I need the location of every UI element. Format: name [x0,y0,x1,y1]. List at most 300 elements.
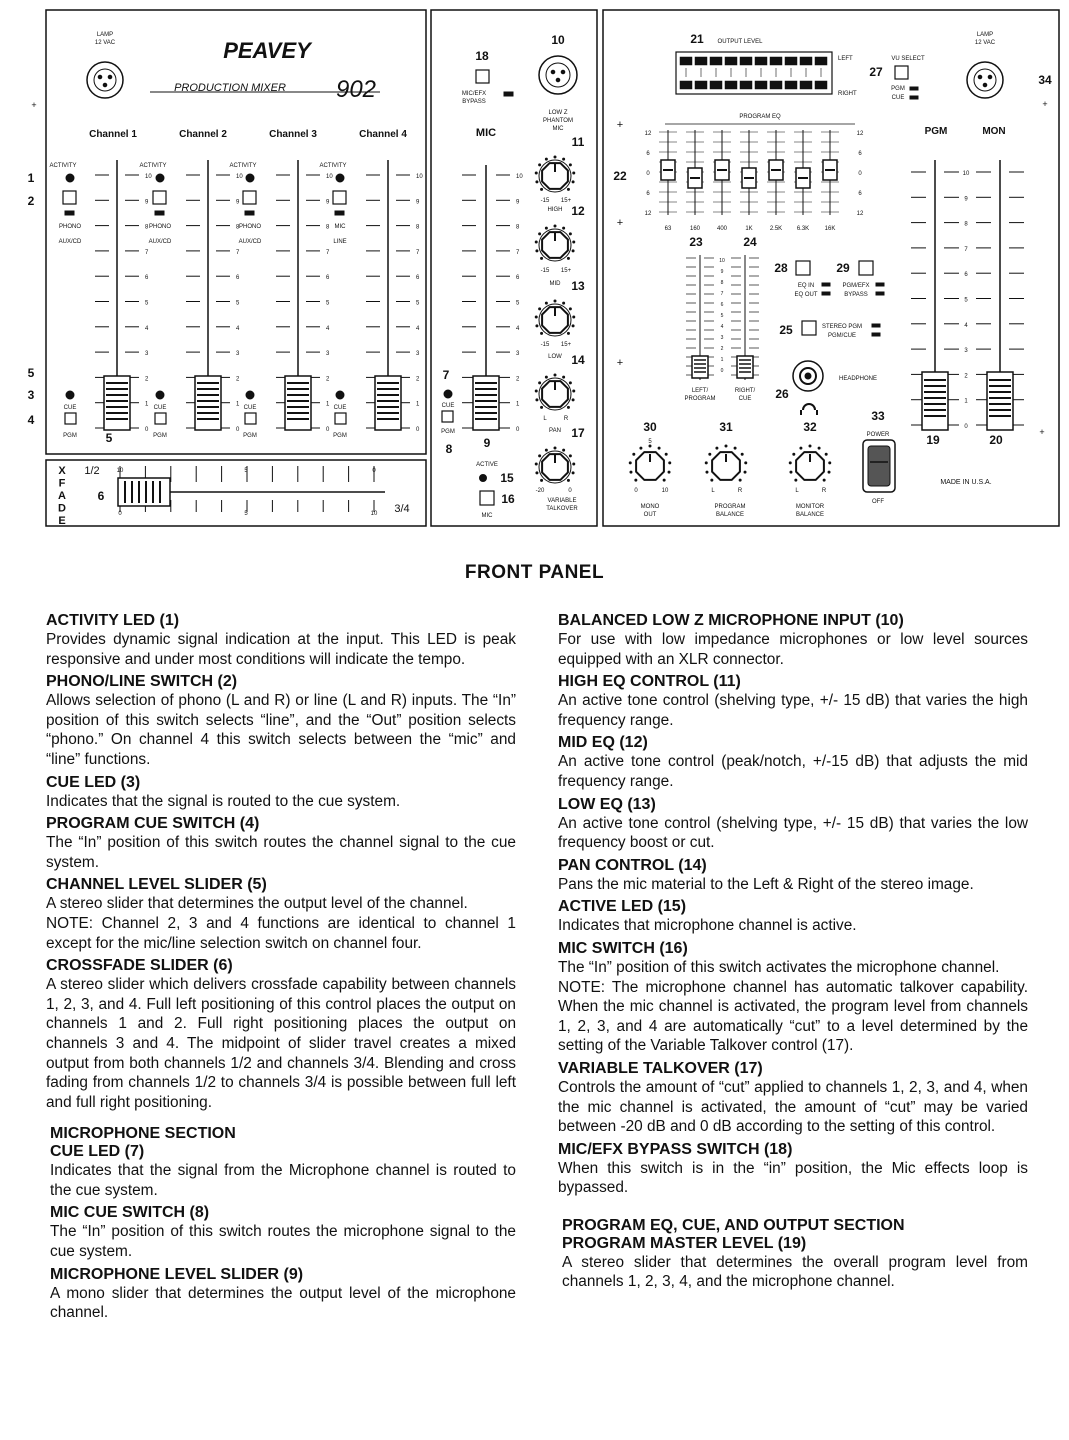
scale-number: 4 [326,325,330,332]
switch-indicator [872,333,880,336]
callout-19: 19 [926,433,940,447]
description-section [50,1204,516,1261]
knob-dot [633,453,635,455]
eq-frequency: 2.5K [769,226,783,232]
vu-cue-label: CUE [891,95,905,101]
section-heading: MIC/EFX BYPASS SWITCH (18) [558,1140,793,1158]
knob-dot [725,445,727,447]
section-heading: LOW EQ (13) [558,795,656,813]
knob-dot [665,453,667,455]
lamp-label: 12 VAC [94,40,116,46]
knob-dot [539,164,541,166]
knob-dot [573,463,575,465]
scale-number: 10 [236,174,243,180]
description-section [558,734,1028,791]
low-z-label: MIC [552,126,564,132]
talkover-range: -20 [535,488,545,494]
scale-number: 7 [720,291,724,297]
model-label: PRODUCTION MIXER [174,82,286,94]
mid-label: MID [549,281,561,287]
left-program-label: LEFT/ [691,388,709,394]
scale-number: 2 [416,376,420,383]
talkover-range: 0 [568,488,572,494]
low-z-label: PHANTOM [543,118,573,124]
pgm-label: PGM [63,433,77,439]
callout-1: 1 [27,171,35,185]
plus-mark: + [616,217,624,229]
program-cue-switch [245,413,256,424]
section-heading: MICROPHONE LEVEL SLIDER (9) [50,1265,304,1283]
knob-dot [539,382,541,384]
monitor-balance-label: BALANCE [795,512,825,518]
scale-number: 4 [516,325,520,332]
knob-range: 0 [634,488,638,494]
description-section [46,774,516,812]
knob-dot [554,374,556,376]
knob-dot [536,250,538,252]
program-balance-label: BALANCE [715,512,745,518]
knob-dot [828,471,830,473]
mic-cue-switch [442,411,453,422]
knob-dot [541,188,543,190]
knob-dot [545,302,547,304]
cue-label: CUE [441,403,455,409]
callout-31: 31 [719,420,733,434]
vu-segment [725,81,737,89]
description-section [562,1235,1028,1292]
description-section [558,1141,1028,1198]
pgm-master-label: PGM [924,126,948,137]
activity-led [336,174,344,182]
knob-dot [541,257,543,259]
activity-led [156,174,164,182]
eq-scale: 6 [858,191,862,197]
phono-label: PHONO [148,224,172,230]
stereo-pgm-label: STEREO PGM [821,324,863,330]
cue-led [336,391,344,399]
scale-number: 10 [416,174,423,180]
scale-number: 10 [962,171,970,177]
switch-indicator [910,87,918,90]
knob-dot [545,449,547,451]
channel-label: Channel 3 [269,129,317,140]
vu-segment [755,57,767,65]
bypass-label: BYPASS [462,99,486,105]
pgm-label: PGM [441,429,455,435]
callout-5-channel: 5 [105,431,113,445]
callout-25: 25 [779,323,793,337]
scale-number: 6 [236,275,240,282]
channel-label: Channel 4 [359,129,407,140]
knob-dot [793,453,795,455]
knob-dot [705,462,707,464]
scale-number: 1 [326,401,330,408]
vu-segment [770,57,782,65]
knob-dot [789,462,791,464]
knob-dot [567,257,569,259]
vu-left-label: LEFT [838,56,853,62]
phono-label: PHONO [238,224,262,230]
callout-4: 4 [27,413,35,427]
knob-dot [535,316,537,318]
eq-frequency: 400 [716,226,728,232]
knob-dot [567,332,569,334]
page-title: FRONT PANEL [464,562,605,583]
knob-dot [573,241,575,243]
lamp-label: 12 VAC [974,40,996,46]
scale-number: 1 [145,401,149,408]
description-section [50,1143,516,1200]
vu-segment [695,57,707,65]
socket-pin [556,78,560,82]
knob-dot [535,463,537,465]
mic-title: MIC [475,127,497,139]
description-section [46,957,516,1112]
section-body: The “In” position of this switch activates the microphone channel. [558,958,1000,976]
lamp-label: LAMP [976,32,994,38]
knob-dot [669,462,671,464]
scale-number: 9 [720,269,724,275]
vu-select-switch [895,66,908,79]
eq-in-label: EQ IN [797,283,815,289]
callout-34: 34 [1038,73,1052,87]
cue-label: CUE [153,405,167,411]
vu-segment [695,81,707,89]
mono-out-label: OUT [643,512,657,518]
section-heading: PROGRAM CUE SWITCH (4) [46,815,260,833]
xfade-right-label: 3/4 [394,503,410,515]
eq-frequency: 6.3K [796,226,810,232]
section-body: Indicates that microphone channel is active. [558,917,857,935]
knob-dot [554,447,556,449]
vu-pgm-label: PGM [891,86,905,92]
mic-switch-label: MIC [481,513,493,519]
scale-number: 4 [720,324,724,330]
program-cue-switch [65,413,76,424]
knob-dot [567,406,569,408]
vu-segment [815,81,827,89]
knob-dot [809,445,811,447]
knob-dot [734,447,736,449]
eq-scale: 12 [856,131,864,137]
scale-number: 9 [964,196,968,203]
switch-indicator [65,211,74,215]
vu-segment [785,81,797,89]
scale-number: 9 [516,199,520,206]
knob-dot [541,332,543,334]
eq-in-switch [796,261,810,275]
monitor-balance-label: MONITOR [795,504,825,510]
scale-number: 4 [145,325,149,332]
section-heading: BALANCED LOW Z MICROPHONE INPUT (10) [558,612,904,629]
active-led [480,475,487,482]
pgm-label: PGM [243,433,257,439]
knob-dot [573,390,575,392]
activity-led [66,174,74,182]
mic-cue-led [444,390,452,398]
plus-mark: + [616,357,624,369]
section-heading: ACTIVITY LED (1) [46,612,180,629]
scale-number: 0 [516,427,520,433]
scale-number: 5 [145,300,149,307]
socket-pin [103,83,107,87]
knob-dot [567,479,569,481]
scale-number: 3 [720,335,724,341]
section-body: An active tone control (shelving type, +/- 15 dB) that varies the high frequency range. [558,692,1028,729]
knob-dot [539,233,541,235]
knob-dot [823,479,825,481]
section-heading: PROGRAM MASTER LEVEL (19) [562,1234,807,1252]
eq-scale: 12 [644,131,652,137]
scale-number: 8 [145,224,149,231]
vu-segment [710,57,722,65]
section-body: A stereo slider that determines the overall program level from channels 1, 2, 3, 4, and the microphone channel. [562,1253,1028,1291]
scale-number: 3 [236,351,240,358]
vu-segment [725,57,737,65]
knob-dot [536,181,538,183]
brand-logo: PEAVEY [223,38,311,63]
section-body: A mono slider that determines the output level of the microphone channel. [50,1284,516,1322]
bypass-label: BYPASS [844,292,868,298]
knob-dot [572,472,574,474]
eq-scale: 6 [858,151,862,157]
front-panel-diagram [0,0,1069,540]
knob-dot [569,164,571,166]
xfade-tick-label: 5 [244,468,248,474]
knob-dot [554,156,556,158]
vu-segment [740,57,752,65]
output-level-label: OUTPUT LEVEL [717,39,763,45]
description-section [558,857,1028,895]
knob-dot [818,447,820,449]
knob-dot [563,227,565,229]
scale-number: 9 [236,199,240,206]
activity-led [246,174,254,182]
plus-mark: + [616,119,624,131]
switch-indicator [822,292,830,295]
scale-number: 5 [416,300,420,307]
section-body: Pans the mic material to the Left & Right of the stereo image. [558,875,974,893]
knob-range: -15 [540,268,550,274]
output-panel [603,10,1059,526]
knob-dot [535,172,537,174]
pgm-label: PGM [333,433,347,439]
scale-number: 8 [326,224,330,231]
xlr-inner [546,63,570,87]
section-note: NOTE: The microphone channel has automatic talkover capability. When the mic channel is activated, the program level from channels 1, 2, 3, and 4 are automatically “cut” to a level determined by the setting of the Variable Talkover control (17). [558,978,1028,1055]
cue-led [66,391,74,399]
knob-dot [536,472,538,474]
scale-number: 2 [516,376,520,383]
vu-segment [815,57,827,65]
callout-13: 13 [571,279,585,293]
scale-number: 5 [720,313,724,319]
section-heading: CROSSFADE SLIDER (6) [46,957,233,975]
phono-line-switch [243,191,256,204]
scale-number: 5 [236,300,240,307]
pan-range: R [563,416,569,422]
callout-10: 10 [551,33,565,47]
right-cue-label: RIGHT/ [734,388,756,394]
knob-dot [630,471,632,473]
section-body: A stereo slider which delivers crossfade capability between channels 1, 2, 3, and 4. Full left positioning of this control places the output on channels 1 and 2. Full right positioning places the output on channels 3 and 4. The midpoint of slider travel creates a mixed output from both channels 1/2 and channels 3/4. Blending and cross fading from channels 1/2 to channels 3/4 is possible between full left and full right positioning. [46,976,516,1111]
knob-dot [563,302,565,304]
headphone-icon [801,404,817,415]
knob-dot [572,325,574,327]
aux-label: AUX/CD [148,239,172,245]
eq-frequency: 1K [745,226,753,232]
lamp-socket-right-inner [974,69,996,91]
callout-8: 8 [445,442,453,456]
switch-indicator [910,96,918,99]
section-heading: CUE LED (7) [50,1143,145,1161]
vu-segment [755,81,767,89]
headphone-label: HEADPHONE [838,376,878,382]
callout-21: 21 [690,32,704,46]
scale-number: 8 [236,224,240,231]
description-section [46,673,516,769]
socket-pin [978,75,982,79]
scale-number: 4 [416,325,420,332]
switch-indicator [876,283,884,286]
vu-segment [680,81,692,89]
activity-label: ACTIVITY [229,163,257,169]
scale-number: 7 [964,246,968,253]
eq-frequency: 16K [824,226,836,232]
scale-number: 8 [964,221,968,228]
knob-dot [709,453,711,455]
scale-number: 0 [720,368,724,374]
scale-number: 2 [145,376,149,383]
section-heading: MIC SWITCH (16) [558,939,688,957]
scale-number: 6 [145,275,149,282]
knob-dot [716,447,718,449]
scale-number: 7 [326,249,330,256]
socket-pin [983,83,987,87]
switch-indicator [335,211,344,215]
xfade-tick-label: 10 [116,468,124,474]
xfade-letter: X [58,465,66,477]
knob-range: 10 [661,488,669,494]
knob-dot [658,447,660,449]
switch-indicator [822,283,830,286]
high-label: HIGH [547,207,563,213]
section-heading: CHANNEL LEVEL SLIDER (5) [46,876,267,894]
callout-22: 22 [613,169,627,183]
callout-9: 9 [483,436,491,450]
scale-number: 5 [516,300,520,307]
callout-18: 18 [475,49,489,63]
section-body: An active tone control (shelving type, +/- 15 dB) that varies the low frequency boost or cut. [558,814,1028,852]
xfade-letter: D [58,502,66,515]
lamp-socket-right [967,62,1003,98]
callout-28: 28 [774,261,788,275]
program-cue-switch [335,413,346,424]
knob-dot [536,399,538,401]
callout-20: 20 [989,433,1003,447]
scale-number: 7 [145,249,149,256]
knob-dot [569,382,571,384]
scale-number: 6 [964,272,968,279]
scale-number: 2 [326,376,330,383]
cue-label: CUE [333,405,347,411]
xfade-letter: A [58,490,66,502]
callout-32: 32 [803,420,817,434]
made-in-label: MADE IN U.S.A. [940,479,992,486]
program-balance-label: PROGRAM [714,504,746,510]
knob-range: 5 [648,439,652,445]
channel-label: Channel 1 [89,129,137,140]
channel-level-slider [195,376,221,430]
xfade-letter: E [58,515,66,527]
description-section [558,673,1028,730]
switch-indicator [876,292,884,295]
knob-dot [829,462,831,464]
program-eq-label: PROGRAM EQ [739,114,781,120]
group-heading: PROGRAM EQ, CUE, AND OUTPUT SECTION [562,1216,905,1234]
eq-scale: 12 [856,211,864,217]
scale-number: 9 [416,199,420,206]
scale-number: 0 [236,427,240,433]
xfade-tick-label: 10 [370,511,378,517]
left-program-label: PROGRAM [684,396,716,402]
phono-line-switch [63,191,76,204]
description-section [46,815,516,872]
aux-label: AUX/CD [238,239,262,245]
xfade-tick-label: 0 [372,468,376,474]
vu-segment [800,57,812,65]
description-section [46,612,516,669]
section-body: Indicates that the signal is routed to the cue system. [46,792,401,810]
scale-number: 10 [326,174,333,180]
vu-segment [800,81,812,89]
scale-number: 0 [145,427,149,433]
scale-number: 2 [720,346,724,352]
knob-dot [567,188,569,190]
callout-3: 3 [27,388,35,402]
knob-dot [663,479,665,481]
knob-dot [795,479,797,481]
mono-out-label: MONO [640,504,660,510]
scale-number: 7 [516,249,520,256]
knob-dot [545,158,547,160]
scale-number: 3 [416,351,420,358]
knob-range: R [737,488,743,494]
vu-right-label: RIGHT [838,91,857,97]
knob-dot [535,390,537,392]
cue-led [156,391,164,399]
channel-level-slider [104,376,130,430]
left-column [46,612,516,1327]
scale-number: 6 [326,275,330,282]
socket-pin [108,75,112,79]
knob-dot [573,172,575,174]
section-heading: MIC CUE SWITCH (8) [50,1204,210,1222]
pgm-efx-switch [859,261,873,275]
aux-label: AUX/CD [58,239,82,245]
knob-range: 15+ [560,268,572,274]
callout-30: 30 [643,420,657,434]
section-body: Provides dynamic signal indication at the input. This LED is peak responsive and under most conditions will indicate the tempo. [46,631,516,668]
stereo-pgm-switch [802,321,816,335]
callout-26: 26 [775,387,789,401]
description-section [46,876,516,953]
section-body: The “In” position of this switch routes the channel signal to the cue system. [46,834,516,871]
section-heading: ACTIVE LED (15) [558,898,687,916]
scale-number: 1 [416,401,420,408]
scale-number: 6 [416,275,420,282]
knob-dot [539,455,541,457]
